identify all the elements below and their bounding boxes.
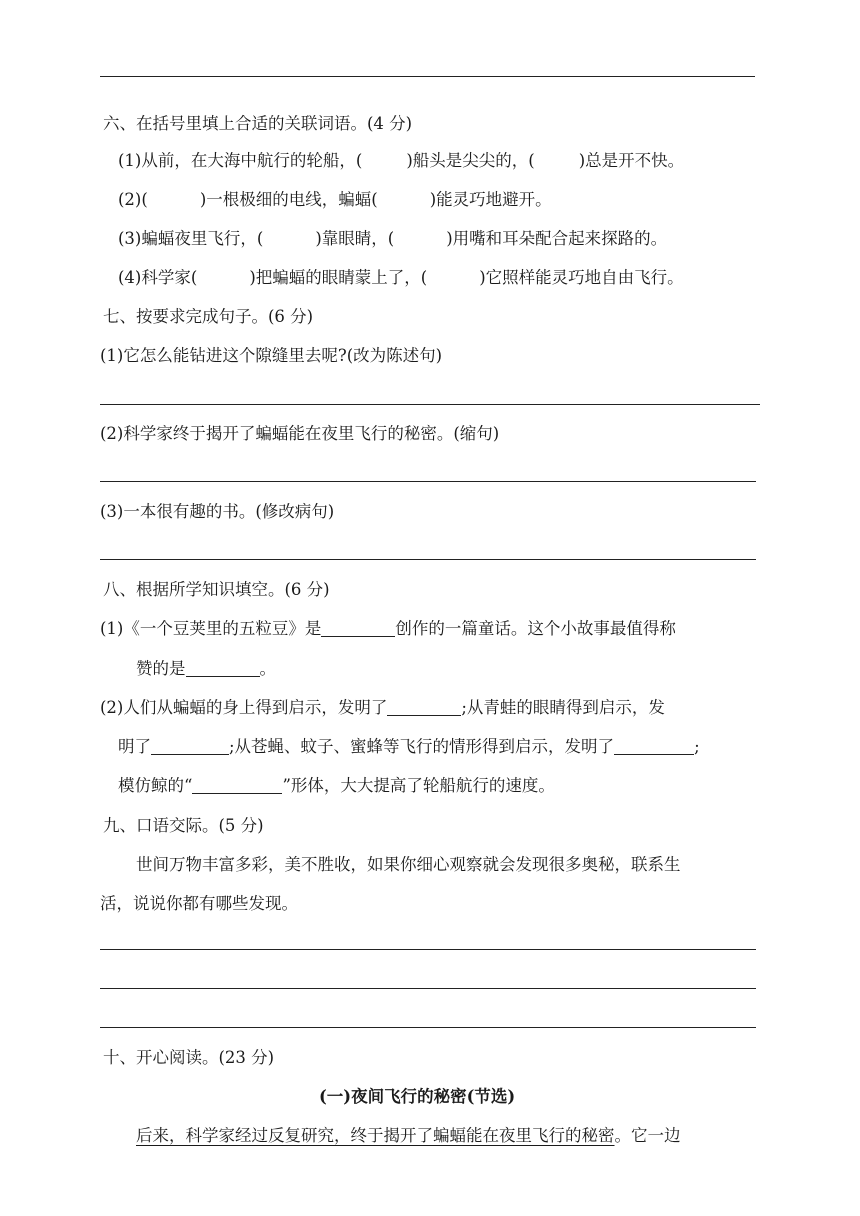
section-10-heading: 十、开心阅读。(23 分) [103,1048,275,1067]
s8-question-1-line1: (1)《一个豆荚里的五粒豆》是 创作的一篇童话。这个小故事最值得称 [100,619,676,638]
s7-question-2: (2)科学家终于揭开了蝙蝠能在夜里飞行的秘密。(缩句) [100,424,500,443]
fill-blank [151,736,229,755]
s9-prompt-line1: 世间万物丰富多彩，美不胜收，如果你细心观察就会发现很多奥秘，联系生 [136,855,681,874]
s8-question-1-line2: 赞的是 。 [136,659,276,678]
fill-blank [321,618,395,637]
underlined-sentence: 后来，科学家经过反复研究，终于揭开了蝙蝠能在夜里飞行的秘密 [136,1126,615,1145]
answer-line [100,481,756,482]
section-9-heading: 九、口语交际。(5 分) [103,816,264,835]
section-8-heading: 八、根据所学知识填空。(6 分) [103,580,330,599]
top-rule [100,76,755,77]
answer-line [100,988,756,989]
answer-line [100,404,760,405]
answer-line [100,1027,756,1028]
fill-blank [186,658,260,677]
section-7-heading: 七、按要求完成句子。(6 分) [103,307,314,326]
s8-question-2-line3: 模仿鲸的“ ”形体，大大提高了轮船航行的速度。 [118,776,555,795]
fill-blank [387,697,461,716]
s7-question-1: (1)它怎么能钻进这个隙缝里去呢?(改为陈述句) [100,346,443,365]
reading-title: (一)夜间飞行的秘密(节选) [319,1087,516,1106]
s9-prompt-line2: 活，说说你都有哪些发现。 [100,894,298,913]
fill-blank [614,736,694,755]
s7-question-3: (3)一本很有趣的书。(修改病句) [100,502,335,521]
s6-question-2: (2)( )一根极细的电线，蝙蝠( )能灵巧地避开。 [118,190,552,209]
s8-question-2-line2: 明了 ;从苍蝇、蚊子、蜜蜂等飞行的情形得到启示，发明了 ; [118,737,700,756]
reading-paragraph-line1: 后来，科学家经过反复研究，终于揭开了蝙蝠能在夜里飞行的秘密。它一边 [136,1126,681,1145]
answer-line [100,949,756,950]
answer-line [100,559,756,560]
s6-question-3: (3)蝙蝠夜里飞行，( )靠眼睛，( )用嘴和耳朵配合起来探路的。 [118,229,668,248]
fill-blank [192,775,282,794]
s6-question-4: (4)科学家( )把蝙蝠的眼睛蒙上了，( )它照样能灵巧地自由飞行。 [118,268,684,287]
s8-question-2-line1: (2)人们从蝙蝠的身上得到启示，发明了 ;从青蛙的眼睛得到启示，发 [100,698,665,717]
section-6-heading: 六、在括号里填上合适的关联词语。(4 分) [103,114,413,133]
s6-question-1: (1)从前，在大海中航行的轮船，( )船头是尖尖的，( )总是开不快。 [118,151,685,170]
